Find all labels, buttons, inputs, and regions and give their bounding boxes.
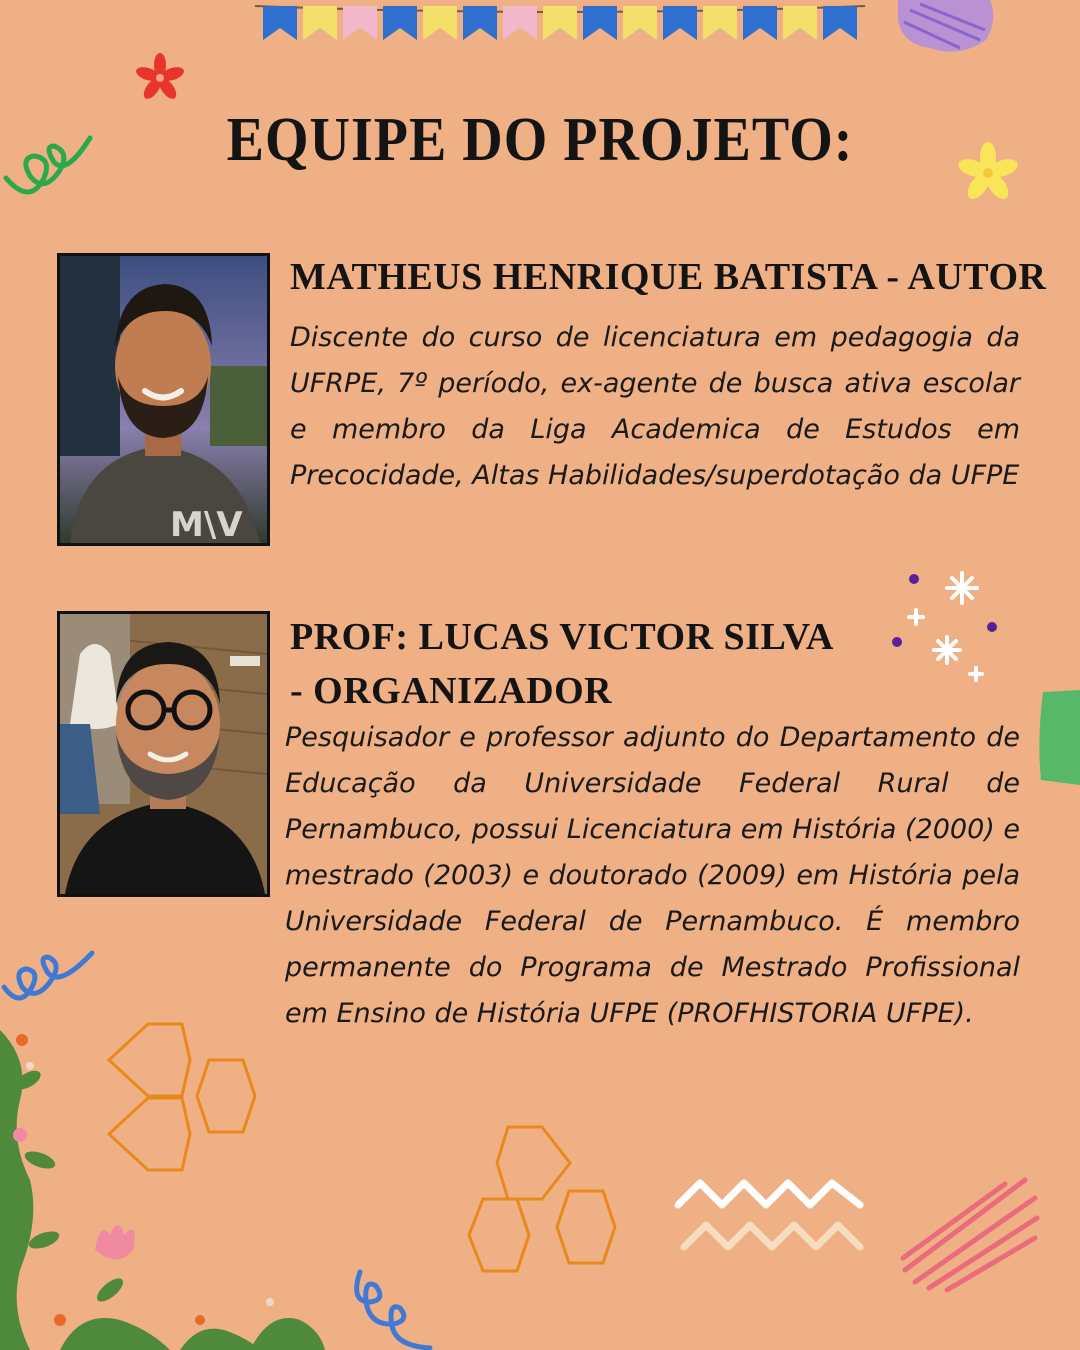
member-bio-matheus: Discente do curso de licenciatura em pedagogia da UFRPE, 7º período, ex-agente de busca ativa escolar e membro da Liga Academica de Estudos em Precocidade, Altas Habilidades/superdotação da UFPE [290,322,1020,491]
purple-blob-decoration [890,0,1000,60]
red-flower-icon [134,52,186,104]
blue-swirl [0,935,100,1015]
pink-scribble [895,1170,1045,1295]
floral-corner [0,1020,330,1350]
sparkles-icon [885,565,1005,690]
bunting-flag [503,6,537,40]
member-name-matheus: MATHEUS HENRIQUE BATISTA - AUTOR [290,256,1047,298]
member-bio-lucas: Pesquisador e professor adjunto do Departamento de Educação da Universidade Federal Rural de Pernambuco, possui Licenciatura em História (2000) e mestrado (2003) e doutorado (2009) em História pela Universidade Federal de Pernambuco. É membro permanente do Programa de Mestrado Profissional em Ensino de História UFPE (PROFHISTORIA UFPE). [285,722,1020,1029]
bunting-flag [823,6,857,40]
bunting-flag [783,6,817,40]
bunting-flag [463,6,497,40]
bunting-flag [383,6,417,40]
bunting-flag [423,6,457,40]
bunting-flag [703,6,737,40]
svg-text:M\V: M\V [170,505,243,543]
member-photo-lucas [57,611,270,897]
member-photo-matheus [57,253,270,546]
bunting-flag [743,6,777,40]
bunting-flag [263,6,297,40]
bunting-flag [543,6,577,40]
zigzag-lines [670,1165,870,1265]
bunting-flag [303,6,337,40]
bunting-flag [663,6,697,40]
blue-swirl-bottom [350,1262,440,1350]
bunting-flag [623,6,657,40]
bunting-flag [583,6,617,40]
hexagon-cluster-bottom [465,1125,620,1277]
bunting-flag [343,6,377,40]
page-title: EQUIPE DO PROJETO: [226,105,854,175]
bunting-flags [255,0,865,50]
member-name-lucas: PROF: LUCAS VICTOR SILVA - ORGANIZADOR [290,616,832,712]
green-paper-decoration [1035,690,1080,790]
